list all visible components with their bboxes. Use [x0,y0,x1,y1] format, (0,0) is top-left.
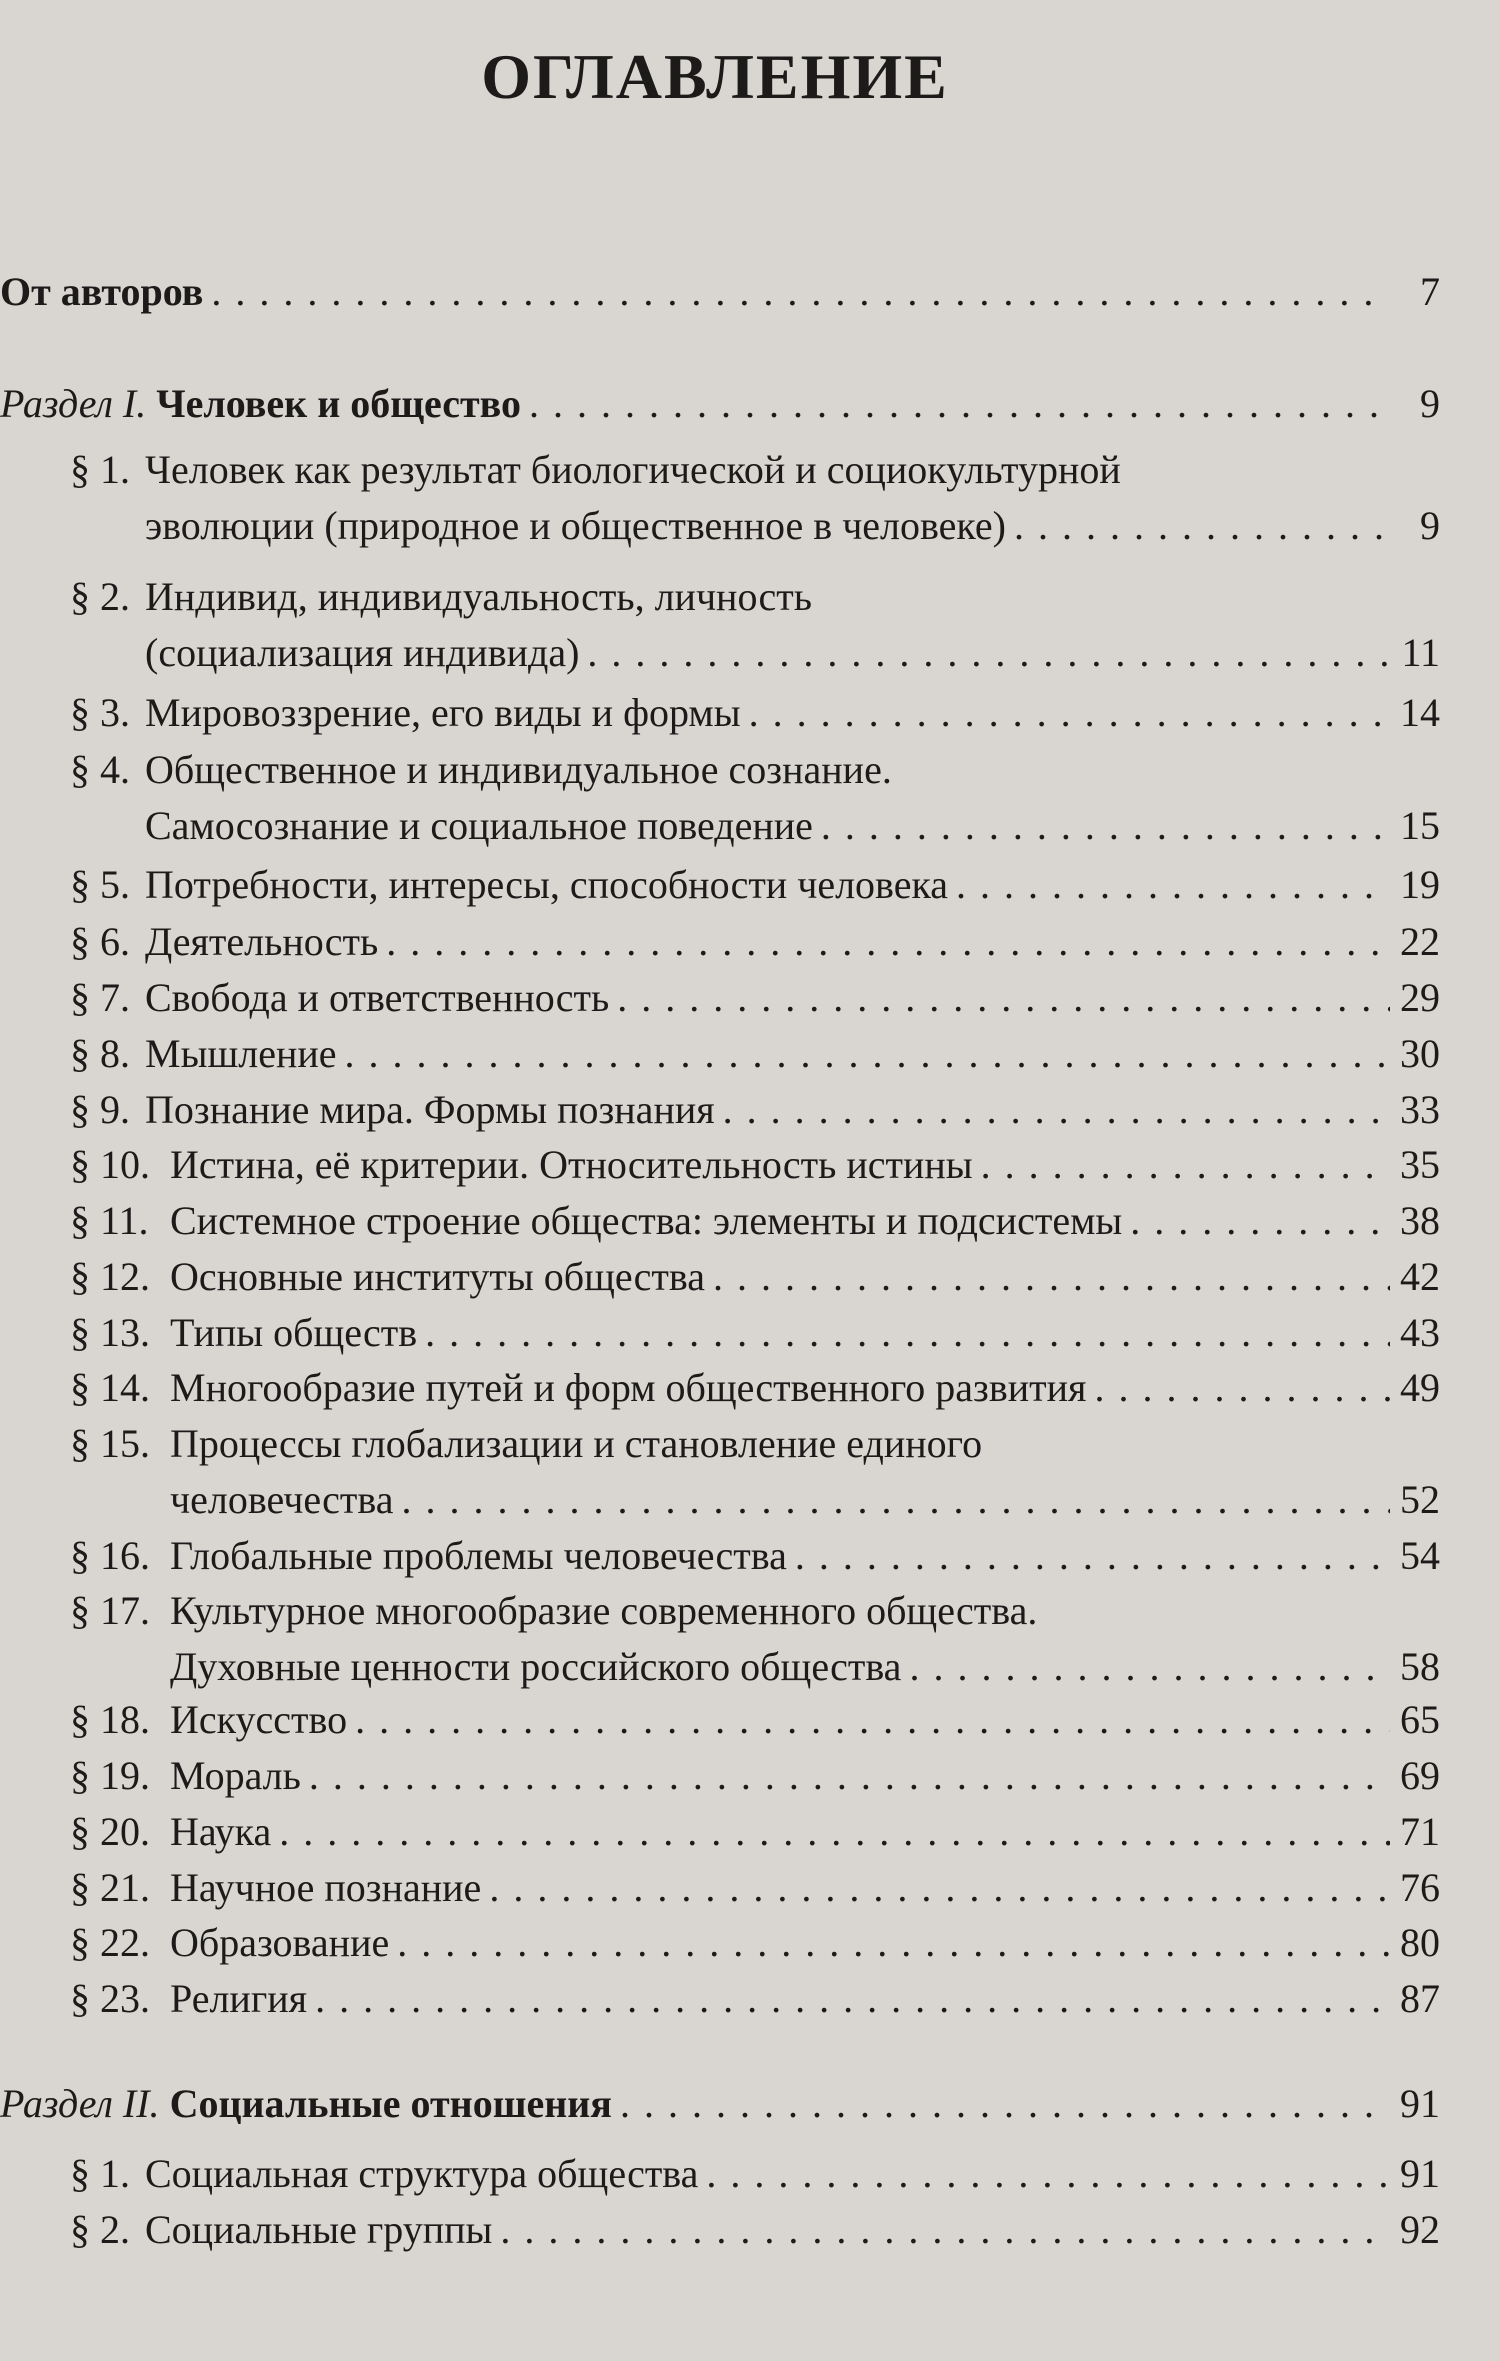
toc-entry-title: Мировоззрение, его виды и формы [145,690,741,735]
toc-page-number: 9 [1420,381,1440,426]
toc-page-number: 7 [1420,269,1440,314]
toc-entry-number: § 21. [70,1865,150,1910]
toc-entry-number: § 10. [70,1142,150,1187]
section-name: Социальные отношения [169,2081,612,2126]
leader-dots [698,2144,1390,2204]
toc-entry-number: § 18. [70,1697,150,1742]
leader-dots [203,262,1390,322]
leader-dots [612,2074,1390,2134]
toc-entry-title: Системное строение общества: элементы и подсистемы [170,1198,1123,1243]
toc-entry-title: Мораль [170,1753,301,1798]
toc-entry-number: § 1. [70,2151,130,2196]
toc-page-number: 22 [1400,919,1440,964]
toc-page-number: 71 [1400,1809,1440,1854]
toc-entry-title: Потребности, интересы, способности человека [145,862,949,907]
toc-entry-title: Наука [170,1809,272,1854]
leader-dots [787,1526,1390,1586]
toc-page-number: 35 [1400,1142,1440,1187]
toc-page-number: 43 [1400,1310,1440,1355]
toc-entry-number: § 7. [70,975,130,1020]
toc-entry-number: § 22. [70,1920,150,1965]
leader-dots [741,683,1390,743]
toc-entry-number: § 20. [70,1809,150,1854]
toc-entry-number: § 12. [70,1254,150,1299]
toc-entry-title: Социальные группы [145,2207,493,2252]
toc-page-number: 76 [1400,1865,1440,1910]
toc-page-number: 29 [1400,975,1440,1020]
toc-entry-number: § 2. [70,574,130,619]
leader-dots [973,1135,1390,1195]
section-name: Человек и общество [156,381,521,426]
section-heading [0,2074,612,2134]
toc-entry-number: § 14. [70,1365,150,1410]
toc-entry-title: Мышление [145,1031,337,1076]
toc-entry-title-line1: Человек как результат биологической и социокультурной [145,447,1121,492]
leader-dots [1086,1358,1390,1418]
toc-page-number: 80 [1400,1920,1440,1965]
leader-dots [301,1746,1390,1806]
toc-entry-number: § 6. [70,919,130,964]
toc-page-number: 42 [1400,1254,1440,1299]
section-heading [0,374,521,434]
toc-entry-title: Свобода и ответственность [145,975,610,1020]
leader-dots [715,1080,1390,1140]
leader-dots [393,1470,1390,1530]
toc-entry-number: § 4. [70,747,130,792]
toc-entry-title: Религия [170,1976,308,2021]
leader-dots [813,796,1390,856]
leader-dots [378,912,1390,972]
leader-dots [1006,496,1390,556]
toc-entry-title: От авторов [0,269,204,314]
toc-entry-number: § 5. [70,862,130,907]
leader-dots [347,1690,1390,1750]
toc-entry-number: § 2. [70,2207,130,2252]
toc-entry-number: § 9. [70,1087,130,1132]
toc-entry-number: § 16. [70,1533,150,1578]
toc-page-number: 65 [1400,1697,1440,1742]
leader-dots [307,1969,1390,2029]
toc-entry-title-line2: эволюции (природное и общественное в человеке) [145,503,1006,548]
toc-entry-title: Основные институты общества [170,1254,705,1299]
toc-page-number: 91 [1400,2081,1440,2126]
leader-dots [1122,1191,1390,1251]
toc-entry-title: Познание мира. Формы познания [145,1087,715,1132]
leader-dots [337,1024,1390,1084]
toc-page-number: 33 [1400,1087,1440,1132]
toc-entry-preface[interactable] [0,262,1440,322]
toc-entry-title-line1: Процессы глобализации и становление единого [170,1421,983,1466]
toc-entry-title-line2: Духовные ценности российского общества [170,1644,902,1689]
toc-entry-title: Деятельность [145,919,379,964]
leader-dots [609,968,1390,1028]
toc-entry-title: Образование [170,1920,390,1965]
toc-page-number: 38 [1400,1198,1440,1243]
toc-page-number: 11 [1401,630,1440,675]
toc-entry-number: § 15. [70,1421,150,1466]
toc-entry-number: § 17. [70,1588,150,1633]
toc-entry-title: Социальная структура общества [145,2151,699,2196]
toc-page-number: 87 [1400,1976,1440,2021]
toc-page-number: 30 [1400,1031,1440,1076]
page-title: ОГЛАВЛЕНИЕ [481,41,949,112]
toc-entry-number: § 19. [70,1753,150,1798]
toc-entry-number: § 13. [70,1310,150,1355]
toc-entry-title: Научное познание [170,1865,482,1910]
leader-dots [521,374,1390,434]
toc-entry-number: § 3. [70,690,130,735]
toc-entry-title: Искусство [170,1697,348,1742]
section-prefix: Раздел I. [0,381,147,426]
leader-dots [901,1637,1390,1697]
toc-page-number: 9 [1420,503,1440,548]
leader-dots [705,1247,1390,1307]
toc-section-1[interactable] [0,374,1440,434]
toc-page-number: 15 [1400,803,1440,848]
leader-dots [579,623,1390,683]
toc-entry-title-line2: (социализация индивида) [145,630,580,675]
toc-entry-number: § 11. [70,1198,149,1243]
toc-page-number: 69 [1400,1753,1440,1798]
toc-page-number: 92 [1400,2207,1440,2252]
leader-dots [389,1913,1390,1973]
leader-dots [492,2200,1390,2260]
toc-entry-number: § 1. [70,447,130,492]
toc-entry-number: § 8. [70,1031,130,1076]
toc-entry-title: Глобальные проблемы человечества [170,1533,787,1578]
toc-section-2[interactable] [0,2074,1440,2134]
toc-entry-title-line1: Общественное и индивидуальное сознание. [145,747,892,792]
toc-page-number: 19 [1400,862,1440,907]
toc-page-number: 58 [1400,1644,1440,1689]
toc-page-number: 49 [1400,1365,1440,1410]
leader-dots [481,1858,1390,1918]
toc-entry-number: § 23. [70,1976,150,2021]
toc-entry-title: Типы обществ [170,1310,418,1355]
toc-page-number: 54 [1400,1533,1440,1578]
leader-dots [271,1802,1390,1862]
toc-entry-title-line2: Самосознание и социальное поведение [145,803,813,848]
toc-entry-title-line2: человечества [170,1477,394,1522]
toc-page-number: 91 [1400,2151,1440,2196]
toc-page-number: 52 [1400,1477,1440,1522]
toc-entry-title: Многообразие путей и форм общественного развития [170,1365,1087,1410]
toc-entry-title: Истина, её критерии. Относительность истины [170,1142,973,1187]
section-prefix: Раздел II. [0,2081,160,2126]
leader-dots [948,855,1390,915]
toc-page-number: 14 [1400,690,1440,735]
toc-entry-title-line1: Культурное многообразие современного общества. [170,1588,1038,1633]
toc-entry-title-line1: Индивид, индивидуальность, личность [145,574,812,619]
leader-dots [417,1303,1390,1363]
